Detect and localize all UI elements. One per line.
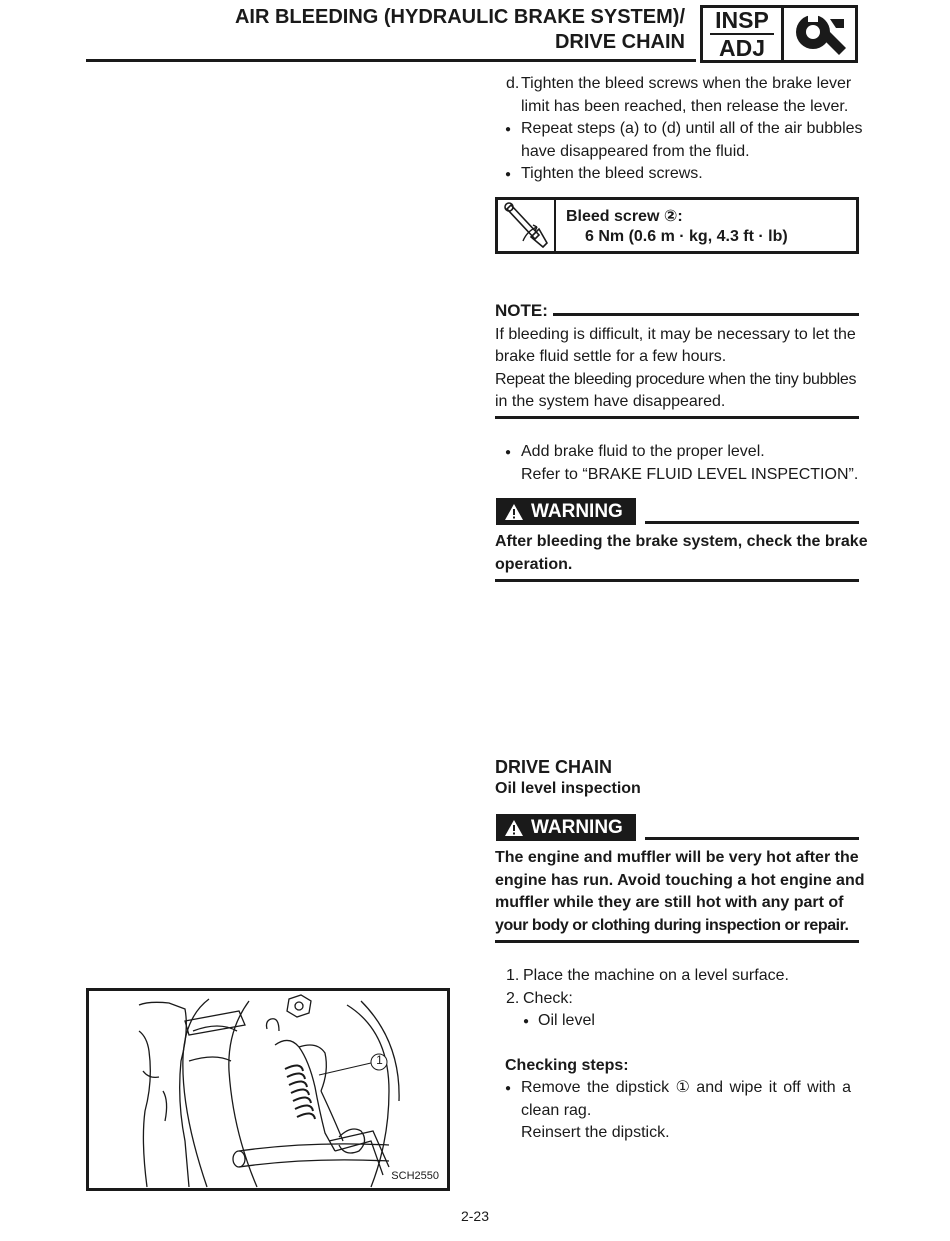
check1-line1: Remove the dipstick ① and wipe it off with a: [521, 1079, 851, 1096]
bullet-dot: ●: [523, 1016, 530, 1027]
badge-text: [703, 8, 784, 60]
section-subheading: Oil level inspection: [495, 780, 641, 797]
warning2-line4: your body or clothing during inspection or repair.: [495, 917, 849, 934]
note-rule-top: [553, 313, 859, 316]
warning-triangle-icon: [504, 819, 524, 837]
note-line3: Repeat the bleeding procedure when the tiny bubbles: [495, 371, 857, 388]
torque-spec-box: [495, 197, 859, 254]
step-bullet1-line1: Repeat steps (a) to (d) until all of the air bubbles: [521, 120, 863, 137]
note-rule-bottom: [495, 416, 859, 419]
warning-rule-bottom: [495, 940, 859, 943]
step2-marker: 2.: [506, 990, 520, 1007]
figure-callout: 1: [376, 1053, 383, 1067]
section-badge: [700, 5, 858, 63]
header-title-line1: AIR BLEEDING (HYDRAULIC BRAKE SYSTEM)/: [234, 6, 685, 28]
bullet-dot: ●: [505, 447, 512, 458]
warning-label: WARNING: [531, 501, 623, 522]
spec-value: 6 Nm (0.6 m · kg, 4.3 ft · lb): [585, 228, 788, 245]
figure-code: SCH2550: [391, 1170, 439, 1182]
warning-rule-bottom: [495, 579, 859, 582]
engine-drawing: [89, 991, 447, 1188]
section-heading: DRIVE CHAIN: [495, 757, 613, 777]
bullet-dot: ●: [505, 124, 512, 135]
step2-bullet: Oil level: [538, 1012, 595, 1029]
warning-label: WARNING: [531, 817, 623, 838]
note-line4: in the system have disappeared.: [495, 393, 726, 410]
warning-badge: [496, 814, 636, 841]
step1-marker: 1.: [506, 967, 520, 984]
header-title-line2: DRIVE CHAIN: [554, 31, 685, 53]
warning2-line1: The engine and muffler will be very hot after the: [495, 849, 859, 866]
page-number: 2-23: [460, 1208, 490, 1224]
step-d-line2: limit has been reached, then release the lever.: [521, 98, 849, 115]
fluid-line1: Add brake fluid to the proper level.: [521, 443, 765, 460]
step2-text: Check:: [523, 990, 573, 1007]
check1-line3: Reinsert the dipstick.: [521, 1124, 670, 1141]
warning1-line2: operation.: [495, 556, 573, 573]
header-rule: [86, 59, 696, 62]
warning-triangle-icon: [504, 503, 524, 521]
step-d-marker: d.: [506, 75, 520, 92]
note-line2: brake fluid settle for a few hours.: [495, 348, 727, 365]
step-d-line1: Tighten the bleed screws when the brake lever: [521, 75, 852, 92]
step-bullet1-line2: have disappeared from the fluid.: [521, 143, 750, 160]
wrench-icon: [784, 8, 855, 60]
warning-rule-top: [645, 837, 859, 840]
badge-bottom: ADJ: [718, 35, 765, 61]
step-bullet2: Tighten the bleed screws.: [521, 165, 703, 182]
note-line1: If bleeding is difficult, it may be necessary to let the: [495, 326, 856, 343]
bullet-dot: ●: [505, 1083, 512, 1094]
step1-text: Place the machine on a level surface.: [523, 967, 789, 984]
warning-rule-top: [645, 521, 859, 524]
badge-top: INSP: [715, 7, 769, 33]
check1-line2: clean rag.: [521, 1102, 592, 1119]
bullet-dot: ●: [505, 169, 512, 180]
torque-wrench-icon: [498, 200, 556, 251]
spec-label: Bleed screw ②:: [566, 208, 683, 225]
fluid-line2: Refer to “BRAKE FLUID LEVEL INSPECTION”.: [521, 466, 859, 483]
note-label: NOTE:: [495, 301, 548, 320]
checking-steps-label: Checking steps:: [505, 1057, 629, 1074]
dipstick-illustration: [86, 988, 450, 1191]
warning2-line2: engine has run. Avoid touching a hot engine and: [495, 872, 865, 889]
warning1-line1: After bleeding the brake system, check the brake: [495, 533, 868, 550]
warning2-line3: muffler while they are still hot with any part of: [495, 894, 844, 911]
warning-badge: [496, 498, 636, 525]
